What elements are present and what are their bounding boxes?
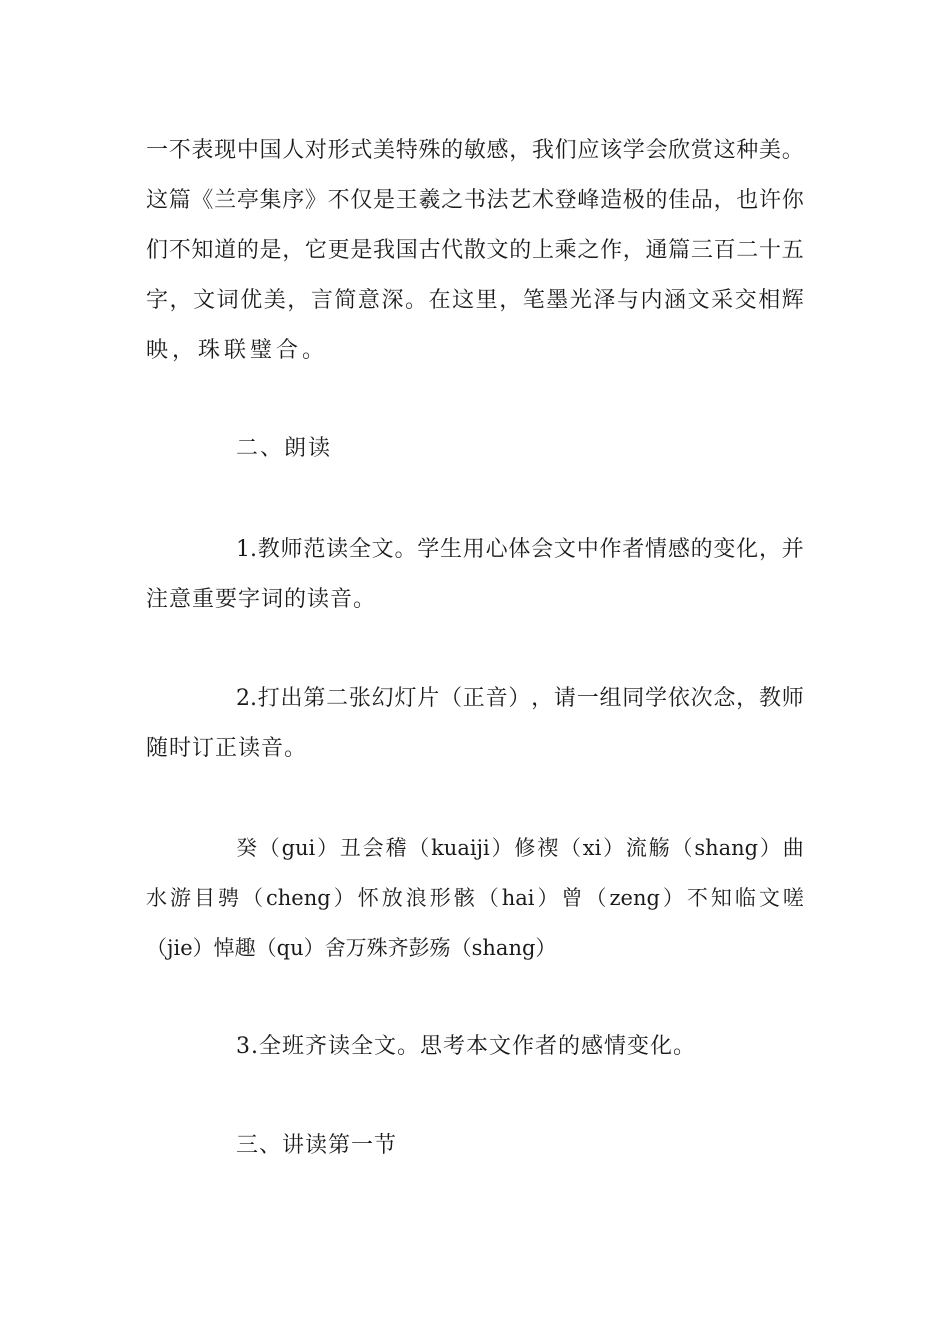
text-segment: 篇 — [168, 188, 191, 213]
text-segment: 应 — [577, 138, 600, 163]
text-segment: 代 — [441, 238, 464, 263]
text-segment: 是 — [373, 188, 396, 213]
text-segment: 请 — [553, 686, 576, 711]
text-segment: 它 — [304, 238, 327, 263]
text-segment: 同 — [622, 686, 645, 711]
text-segment: ， — [287, 288, 310, 313]
text-segment: 2. — [236, 686, 257, 711]
text-segment: 文 — [758, 886, 780, 910]
text-segment: 辉 — [781, 288, 804, 313]
text-segment: 篇 — [668, 238, 691, 263]
text-segment: 美 — [263, 288, 286, 313]
text-segment: 曲 — [782, 836, 804, 860]
text-segment: 1. — [236, 537, 257, 562]
text-segment: 兰 — [214, 188, 237, 213]
text-segment: 赏 — [690, 138, 713, 163]
text-segment: 范 — [303, 537, 326, 562]
text-segment: 也 — [736, 188, 759, 213]
text-segment: 这 — [713, 138, 736, 163]
text-segment: 涵 — [664, 288, 687, 313]
text-segment: ， — [509, 138, 532, 163]
text-segment: 修 — [514, 836, 536, 860]
text-segment: 骋 — [218, 886, 239, 910]
text-segment: 种 — [736, 138, 759, 163]
text-segment: 不 — [327, 188, 350, 213]
text-segment: （ — [408, 836, 430, 860]
text-segment: 式 — [350, 138, 373, 163]
text-segment: 这 — [146, 188, 169, 213]
text-segment: 优 — [240, 288, 263, 313]
text-segment: 念 — [713, 686, 736, 711]
text-segment: 仅 — [350, 188, 373, 213]
list-item-line — [236, 537, 804, 563]
text-segment: ， — [758, 537, 781, 562]
text-segment: 会 — [531, 537, 554, 562]
text-segment: 国 — [259, 138, 282, 163]
text-segment: 张 — [348, 686, 371, 711]
text-segment: 笔 — [522, 288, 545, 313]
text-segment: 作 — [599, 537, 622, 562]
section-heading: 三、讲读第一节 — [236, 1133, 398, 1158]
text-segment: 艺 — [509, 188, 532, 213]
text-segment: xi — [582, 836, 602, 860]
text-segment: 词 — [216, 288, 239, 313]
text-segment: ， — [282, 238, 305, 263]
text-segment: 师 — [280, 537, 303, 562]
text-segment: 不 — [686, 886, 708, 910]
text-segment: 不 — [168, 238, 191, 263]
text-segment: 术 — [531, 188, 554, 213]
text-segment: shang — [694, 836, 759, 860]
text-segment: 百 — [713, 238, 736, 263]
text-segment: 》 — [304, 188, 327, 213]
text-segment: cheng — [266, 886, 331, 910]
pronunciation-line: （jie）悼趣（qu）舍万殊齐彭殇（shang） — [146, 936, 557, 960]
list-item-line — [236, 686, 804, 712]
text-segment: 乘 — [554, 238, 577, 263]
text-segment: （ — [559, 836, 581, 860]
text-segment: 现 — [214, 138, 237, 163]
text-segment: 峰 — [577, 188, 600, 213]
text-segment: 学 — [622, 138, 645, 163]
pronunciation-line — [146, 885, 804, 911]
text-segment: 五 — [781, 238, 804, 263]
text-segment: 目 — [194, 886, 215, 910]
text-segment: （ — [440, 686, 463, 711]
text-segment: ， — [736, 686, 759, 711]
text-segment: 二 — [326, 686, 349, 711]
text-segment: 心 — [485, 537, 508, 562]
text-segment: 中 — [236, 138, 259, 163]
text-segment: 。 — [781, 138, 804, 163]
text-segment: ） — [508, 686, 531, 711]
text-segment: 之 — [441, 188, 464, 213]
text-segment: 们 — [554, 138, 577, 163]
text-segment: 集 — [259, 188, 282, 213]
text-segment: 光 — [569, 288, 592, 313]
text-segment: 丑 — [339, 836, 361, 860]
text-segment: 该 — [600, 138, 623, 163]
text-segment: 殊 — [418, 138, 441, 163]
text-segment: 与 — [616, 288, 639, 313]
text-segment: 出 — [280, 686, 303, 711]
paragraph-line — [146, 138, 804, 164]
text-segment: 的 — [690, 537, 713, 562]
text-segment: 许 — [758, 188, 781, 213]
text-segment: 学 — [417, 537, 440, 562]
text-segment: 用 — [462, 537, 485, 562]
text-segment: 文 — [553, 537, 576, 562]
text-segment: 者 — [622, 537, 645, 562]
text-segment: 化 — [736, 537, 759, 562]
text-segment: 中 — [576, 537, 599, 562]
text-segment: 深 — [381, 288, 404, 313]
text-segment: 采 — [711, 288, 734, 313]
text-segment: 欣 — [668, 138, 691, 163]
text-segment: 放 — [381, 886, 403, 910]
text-segment: 在 — [428, 288, 451, 313]
text-segment: ） — [603, 836, 625, 860]
text-segment: 曾 — [561, 886, 583, 910]
text-segment: 第 — [303, 686, 326, 711]
text-segment: 对 — [304, 138, 327, 163]
text-segment: 。 — [405, 288, 428, 313]
text-segment: 变 — [713, 537, 736, 562]
text-segment: 交 — [734, 288, 757, 313]
text-segment: 佳 — [668, 188, 691, 213]
text-segment: 文 — [371, 537, 394, 562]
text-segment: 王 — [395, 188, 418, 213]
text-segment: 道 — [214, 238, 237, 263]
text-segment: 次 — [690, 686, 713, 711]
text-segment: 意 — [357, 288, 380, 313]
text-segment: ） — [759, 836, 781, 860]
text-segment: 怀 — [357, 886, 379, 910]
text-segment: 会 — [645, 138, 668, 163]
text-segment: 依 — [667, 686, 690, 711]
text-segment: 二 — [736, 238, 759, 263]
text-segment: 流 — [625, 836, 647, 860]
text-segment: 文 — [486, 238, 509, 263]
text-segment: 师 — [781, 686, 804, 711]
text-segment: 美 — [758, 138, 781, 163]
text-segment: 浪 — [405, 886, 427, 910]
text-segment: 敏 — [463, 138, 486, 163]
text-segment: 打 — [257, 686, 280, 711]
text-segment: 国 — [395, 238, 418, 263]
text-segment: 里 — [475, 288, 498, 313]
text-segment: 羲 — [418, 188, 441, 213]
text-segment: 你 — [781, 188, 804, 213]
text-segment: kuaiji — [431, 836, 490, 860]
text-segment: 散 — [463, 238, 486, 263]
text-segment: 禊 — [537, 836, 559, 860]
text-segment: （ — [242, 886, 263, 910]
paragraph-line — [146, 238, 804, 264]
text-segment: 通 — [645, 238, 668, 263]
list-item-line: 注意重要字词的读音。 — [146, 587, 377, 612]
text-segment: 体 — [508, 537, 531, 562]
text-segment: 组 — [599, 686, 622, 711]
text-segment: 这 — [452, 288, 475, 313]
text-segment: 表 — [191, 138, 214, 163]
text-segment: 古 — [418, 238, 441, 263]
text-segment: 造 — [600, 188, 623, 213]
text-segment: 的 — [509, 238, 532, 263]
text-segment: 感 — [667, 537, 690, 562]
text-segment: 形 — [327, 138, 350, 163]
text-segment: 我 — [373, 238, 396, 263]
text-segment: 品 — [690, 188, 713, 213]
text-segment: 嗟 — [782, 886, 804, 910]
text-segment: ） — [317, 836, 339, 860]
text-segment: 知 — [191, 238, 214, 263]
text-segment: ） — [537, 886, 559, 910]
text-segment: 音 — [485, 686, 508, 711]
text-segment: 灯 — [394, 686, 417, 711]
text-segment: 泽 — [593, 288, 616, 313]
text-segment: hai — [501, 886, 535, 910]
text-segment: 的 — [441, 138, 464, 163]
text-segment: ， — [169, 288, 192, 313]
text-segment: 之 — [577, 238, 600, 263]
paragraph-line — [146, 288, 804, 314]
text-segment: ， — [622, 238, 645, 263]
text-segment: 知 — [710, 886, 732, 910]
text-segment: 会 — [362, 836, 384, 860]
text-segment: 法 — [486, 188, 509, 213]
text-segment: 文 — [687, 288, 710, 313]
text-segment: 上 — [531, 238, 554, 263]
text-segment: 内 — [640, 288, 663, 313]
text-segment: ） — [662, 886, 684, 910]
text-segment: zeng — [609, 886, 660, 910]
text-segment: 学 — [645, 686, 668, 711]
text-segment: （ — [258, 836, 280, 860]
text-segment: 人 — [282, 138, 305, 163]
text-segment: 临 — [734, 886, 756, 910]
paragraph-line: 映，珠联璧合。 — [146, 338, 329, 363]
text-segment: 亭 — [236, 188, 259, 213]
text-segment: 一 — [146, 138, 169, 163]
text-segment: 们 — [146, 238, 169, 263]
text-segment: gui — [281, 836, 316, 860]
text-segment: （ — [585, 886, 607, 910]
section-heading: 二、朗读 — [236, 436, 333, 461]
text-segment: 情 — [645, 537, 668, 562]
text-segment: 作 — [600, 238, 623, 263]
text-segment: 感 — [486, 138, 509, 163]
text-segment: 简 — [334, 288, 357, 313]
text-segment: 片 — [417, 686, 440, 711]
text-segment: 相 — [758, 288, 781, 313]
text-segment: 正 — [462, 686, 485, 711]
text-segment: 觞 — [648, 836, 670, 860]
text-segment: 三 — [690, 238, 713, 263]
text-segment: 言 — [310, 288, 333, 313]
text-segment: 墨 — [546, 288, 569, 313]
text-segment: 游 — [170, 886, 191, 910]
text-segment: 稽 — [385, 836, 407, 860]
text-segment: 全 — [348, 537, 371, 562]
text-segment: 教 — [758, 686, 781, 711]
paragraph-line — [146, 188, 804, 214]
text-segment: 特 — [395, 138, 418, 163]
text-segment: 是 — [259, 238, 282, 263]
text-segment: 读 — [326, 537, 349, 562]
text-segment: （ — [477, 886, 499, 910]
text-segment: ， — [531, 686, 554, 711]
text-segment: 更 — [327, 238, 350, 263]
text-segment: 生 — [440, 537, 463, 562]
text-segment: 形 — [429, 886, 451, 910]
text-segment: 《 — [191, 188, 214, 213]
text-segment: 字 — [146, 288, 169, 313]
text-segment: 书 — [463, 188, 486, 213]
text-segment: 幻 — [371, 686, 394, 711]
text-segment: 十 — [758, 238, 781, 263]
text-segment: 不 — [168, 138, 191, 163]
text-segment: 文 — [193, 288, 216, 313]
text-segment: 我 — [531, 138, 554, 163]
pronunciation-line — [236, 835, 804, 861]
text-segment: ， — [499, 288, 522, 313]
text-segment: 并 — [781, 537, 804, 562]
text-segment: 骸 — [453, 886, 475, 910]
list-item-line: 随时订正读音。 — [146, 736, 308, 761]
list-item-line: 3.全班齐读全文。思考本文作者的感情变化。 — [236, 1034, 696, 1059]
text-segment: 登 — [554, 188, 577, 213]
text-segment: 美 — [373, 138, 396, 163]
text-segment: 极 — [622, 188, 645, 213]
text-segment: （ — [671, 836, 693, 860]
text-segment: 一 — [576, 686, 599, 711]
text-segment: 水 — [146, 886, 167, 910]
text-segment: 癸 — [236, 836, 257, 860]
text-segment: ） — [333, 886, 355, 910]
text-segment: ， — [713, 188, 736, 213]
text-segment: ） — [491, 836, 513, 860]
text-segment: 序 — [282, 188, 305, 213]
text-segment: 的 — [645, 188, 668, 213]
text-segment: 是 — [350, 238, 373, 263]
text-segment: 教 — [257, 537, 280, 562]
text-segment: 的 — [236, 238, 259, 263]
text-segment: 。 — [394, 537, 417, 562]
